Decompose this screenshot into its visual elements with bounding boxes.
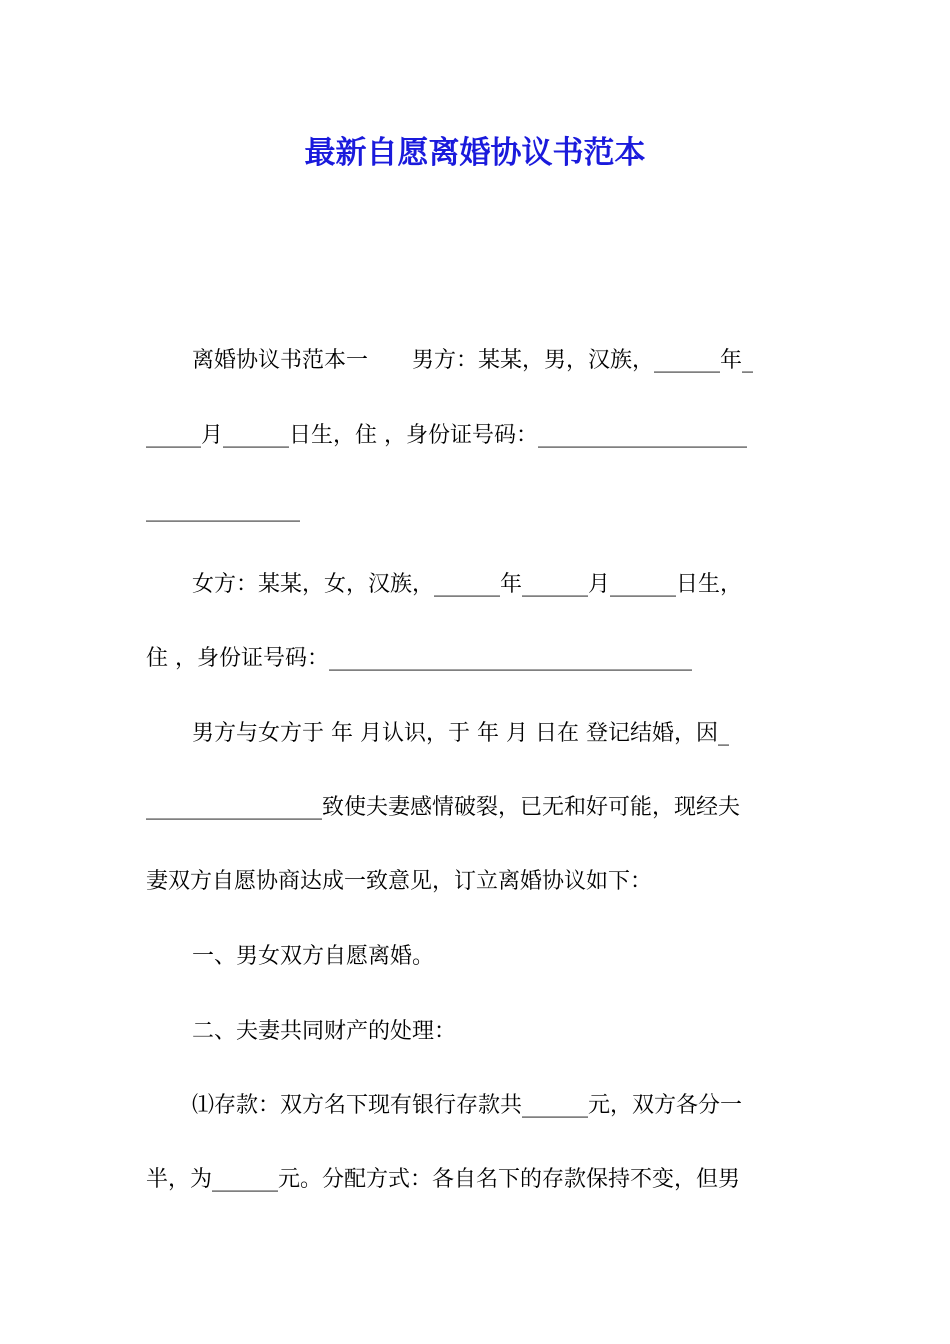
paragraph-line: ________________致使夫妻感情破裂，已无和好可能，现经夫 xyxy=(146,795,741,820)
document-title: 最新自愿离婚协议书范本 xyxy=(304,135,646,171)
paragraph-line: 一、男女双方自愿离婚。 xyxy=(192,944,435,969)
paragraph-line: 妻双方自愿协商达成一致意见，订立离婚协议如下： xyxy=(146,869,653,894)
paragraph-line: 二、夫妻共同财产的处理： xyxy=(192,1019,457,1044)
paragraph-line: ⑴存款：双方名下现有银行存款共______元，双方各分一 xyxy=(192,1093,743,1118)
paragraph-line: 半，为______元。分配方式：各自名下的存款保持不变，但男 xyxy=(146,1167,741,1192)
paragraph-line: ______________ xyxy=(146,497,300,522)
paragraph-line: 女方：某某，女，汉族，______年______月______日生， xyxy=(192,572,743,597)
paragraph-line: 男方与女方于 年 月认识，于 年 月 日在 登记结婚，因_ xyxy=(192,721,729,746)
paragraph-line: _____月______日生，住 ，身份证号码：___________________ xyxy=(146,423,747,448)
paragraph-line: 住 ，身份证号码：_________________________________ xyxy=(146,646,692,671)
paragraph-line: 离婚协议书范本一 男方：某某，男，汉族，______年_ xyxy=(192,348,754,373)
